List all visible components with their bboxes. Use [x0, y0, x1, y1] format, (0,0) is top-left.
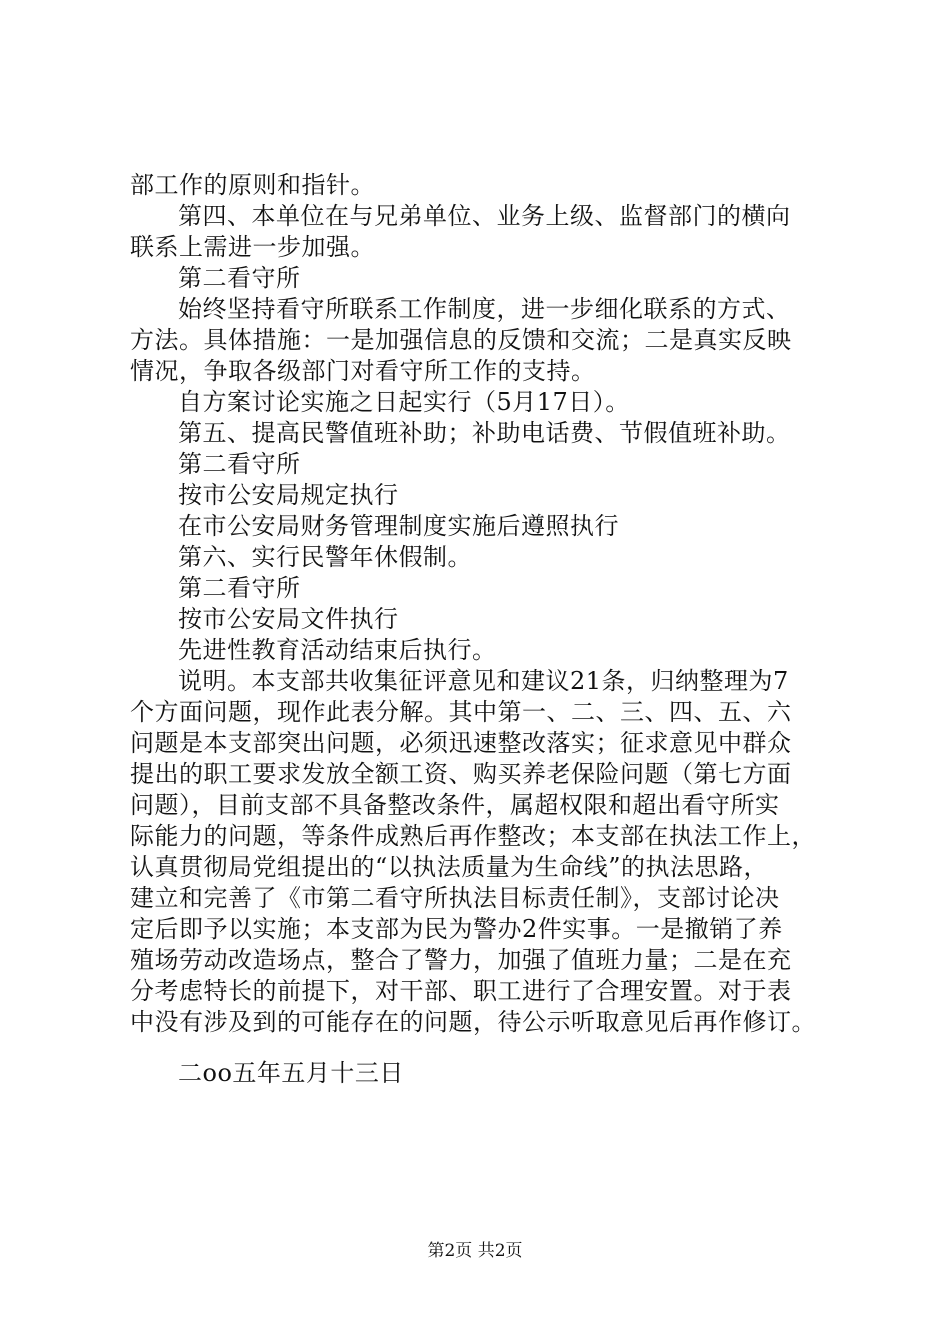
text-line: 第五、提高民警值班补助；补助电话费、节假值班补助。 — [178, 419, 791, 447]
text-line: 定后即予以实施；本支部为民为警办2件实事。一是撤销了养 — [130, 915, 783, 943]
text-line: 在市公安局财务管理制度实施后遵照执行 — [178, 512, 619, 540]
text-line: 按市公安局文件执行 — [178, 605, 399, 633]
text-line: 方法。具体措施：一是加强信息的反馈和交流；二是真实反映 — [130, 326, 792, 354]
text-line: 联系上需进一步加强。 — [130, 233, 375, 261]
text-line: 分考虑特长的前提下，对干部、职工进行了合理安置。对于表 — [130, 977, 792, 1005]
document-body — [130, 170, 850, 1038]
text-line: 认真贯彻局党组提出的“以执法质量为生命线”的执法思路， — [130, 853, 769, 881]
text-line: 先进性教育活动结束后执行。 — [178, 636, 497, 664]
text-line: 个方面问题，现作此表分解。其中第一、二、三、四、五、六 — [130, 698, 792, 726]
text-line: 第二看守所 — [178, 574, 301, 602]
text-line: 第四、本单位在与兄弟单位、业务上级、监督部门的横向 — [178, 202, 791, 230]
page-footer: 第2页 共2页 — [427, 1241, 523, 1261]
text-line: 建立和完善了《市第二看守所执法目标责任制》，支部讨论决 — [130, 884, 780, 912]
text-line: 按市公安局规定执行 — [178, 481, 399, 509]
text-line: 际能力的问题，等条件成熟后再作整改；本支部在执法工作上， — [130, 822, 816, 850]
text-line: 问题是本支部突出问题，必须迅速整改落实；征求意见中群众 — [130, 729, 792, 757]
text-line: 说明。本支部共收集征评意见和建议21条，归纳整理为7 — [178, 667, 789, 695]
text-line: 提出的职工要求发放全额工资、购买养老保险问题（第七方面 — [130, 760, 792, 788]
text-line: 第二看守所 — [178, 450, 301, 478]
text-line: 始终坚持看守所联系工作制度，进一步细化联系的方式、 — [178, 295, 791, 323]
text-line: 中没有涉及到的可能存在的问题，待公示听取意见后再作修订。 — [130, 1008, 816, 1036]
text-line: 情况，争取各级部门对看守所工作的支持。 — [130, 357, 596, 385]
text-line: 自方案讨论实施之日起实行（5月17日）。 — [178, 388, 630, 416]
text-line: 部工作的原则和指针。 — [130, 171, 375, 199]
text-line: 第二看守所 — [178, 264, 301, 292]
text-line: 殖场劳动改造场点，整合了警力，加强了值班力量；二是在充 — [130, 946, 792, 974]
text-line: 问题），目前支部不具备整改条件，属超权限和超出看守所实 — [130, 791, 780, 819]
text-line: 第六、实行民警年休假制。 — [178, 543, 472, 571]
document-date: 二oo五年五月十三日 — [178, 1059, 404, 1087]
